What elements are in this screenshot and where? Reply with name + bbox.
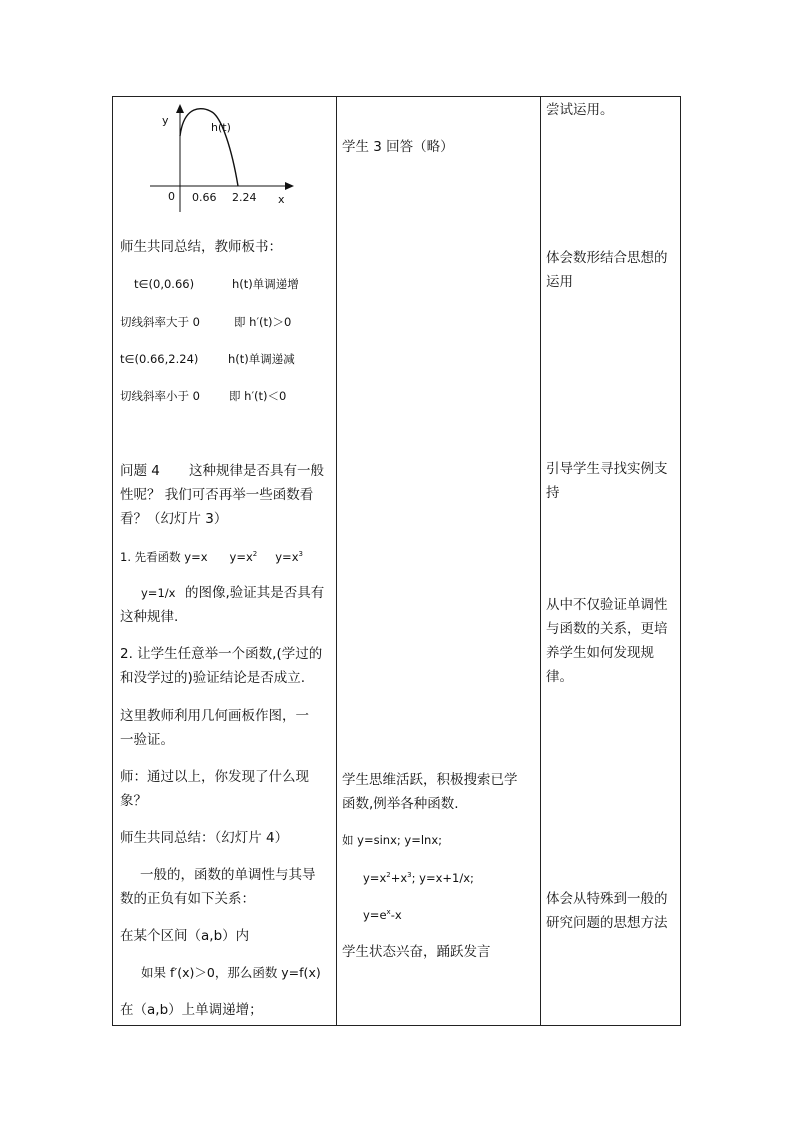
item-1-functions [120, 549, 303, 565]
ex2-a-exp: 2 [386, 871, 391, 879]
ex3-b: -x [390, 908, 402, 922]
item-2-line-2: 和没学过的)验证结论是否成立. [120, 670, 306, 686]
general-line-2: 数的正负有如下关系： [120, 891, 255, 907]
item-2-line-1: 2. 让学生任意举一个函数,(学过的 [120, 646, 323, 662]
example-functions-1: 如 y=sinx; y=lnx; [342, 833, 443, 847]
verify-line-2: 与函数的关系，更培 [546, 621, 668, 637]
numshape-line-1: 体会数形结合思想的 [546, 250, 668, 266]
question-4-line-3: 看？（幻灯片 3） [120, 511, 228, 527]
students-active-line-1: 学生思维活跃，积极搜索已学 [342, 772, 518, 788]
ex2-b-exp: 3 [407, 871, 412, 879]
slope-1: 切线斜率大于 0 [120, 315, 200, 329]
interval-ab: 在某个区间（a,b）内 [120, 928, 250, 944]
summary-title: 师生共同总结，教师板书： [120, 239, 282, 255]
try-apply: 尝试运用。 [546, 102, 614, 118]
interval-2: t∈(0.66,2.24) [120, 352, 199, 366]
item-1-f2-exp: 2 [252, 550, 258, 558]
slope-1-condition: 即 h′(t)＞0 [234, 315, 292, 329]
special-line-2: 研究问题的思想方法 [546, 915, 668, 931]
teacher-line-2: 一验证。 [120, 732, 174, 748]
slope-2: 切线斜率小于 0 [120, 389, 200, 403]
graph-tick-2-24: 2.24 [232, 191, 257, 204]
item-1-prefix: 1. 先看函数 y=x [120, 550, 208, 564]
graph-x-label: x [278, 193, 285, 206]
graph-curve-label: h(t) [211, 121, 231, 134]
ask-line-2: 象？ [120, 793, 147, 809]
column-divider-2 [540, 97, 541, 1025]
summary-2: 师生共同总结：（幻灯片 4） [120, 830, 289, 846]
graph-tick-0-66: 0.66 [192, 191, 217, 204]
students-excited: 学生状态兴奋，踊跃发言 [342, 944, 491, 960]
example-functions-3 [363, 907, 402, 923]
item-1-f3: y=x [275, 550, 299, 564]
if-derivative-positive: 如果 f′(x)＞0，那么函数 y=f(x) [141, 965, 321, 980]
ex3-exp: x [386, 908, 391, 916]
question-4-label: 问题 4 [120, 463, 160, 479]
item-1-line-3: 这种规律. [120, 609, 179, 625]
ex2-b: +x [390, 871, 408, 885]
item-1-f4: y=1/x [141, 586, 176, 600]
item-1-line-2: 的图像,验证其是否具有 [185, 585, 325, 601]
example-functions-2 [363, 870, 474, 886]
interval-1-desc: h(t)单调递增 [232, 277, 299, 291]
slope-2-condition: 即 h′(t)＜0 [229, 389, 287, 403]
general-line-1: 一般的，函数的单调性与其导 [140, 867, 316, 883]
verify-line-1: 从中不仅验证单调性 [546, 597, 668, 613]
column-divider-1 [336, 97, 337, 1025]
question-4-line-1: 这种规律是否具有一般 [189, 463, 324, 479]
graph-origin-label: 0 [168, 190, 175, 203]
item-1-f3-exp: 3 [298, 550, 303, 558]
question-4-line-2: 性呢？ 我们可否再举一些函数看 [120, 487, 314, 503]
interval-1: t∈(0,0.66) [134, 277, 195, 291]
student-3-answer: 学生 3 回答（略） [342, 139, 454, 155]
ask-line-1: 师：通过以上，你发现了什么现 [120, 769, 309, 785]
students-active-line-2: 函数,例举各种函数. [342, 796, 459, 812]
teacher-line-1: 这里教师利用几何画板作图，一 [120, 708, 309, 724]
interval-2-desc: h(t)单调递减 [228, 352, 295, 366]
guide-line-2: 持 [546, 485, 560, 501]
item-1-f2: y=x [229, 550, 253, 564]
graph-y-label: y [162, 114, 169, 127]
ex2-c: ; y=x+1/x; [411, 871, 474, 885]
special-line-1: 体会从特殊到一般的 [546, 891, 668, 907]
ex3-a: y=e [363, 908, 387, 922]
numshape-line-2: 运用 [546, 274, 573, 290]
verify-line-3: 养学生如何发现规 [546, 645, 654, 661]
increasing-on-ab: 在（a,b）上单调递增； [120, 1002, 263, 1018]
h-t-graph [140, 100, 310, 220]
ex2-a: y=x [363, 871, 387, 885]
verify-line-4: 律。 [546, 669, 573, 685]
guide-line-1: 引导学生寻找实例支 [546, 461, 668, 477]
